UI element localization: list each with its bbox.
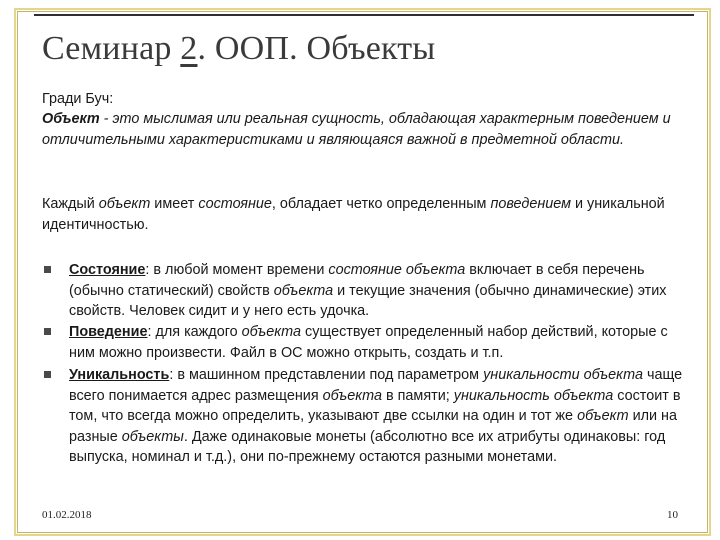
bullet-icon — [44, 266, 51, 273]
item-text: . Даже одинаковые монеты (абсолютно все их атрибуты одинаковы: год выпуска, номинал и т.д.), они по-прежнему остаются разными монетами. — [69, 428, 666, 466]
bullet-icon — [44, 371, 51, 378]
list-item-text — [69, 322, 689, 363]
para-italic-object: объект — [98, 196, 151, 212]
object-definition — [42, 109, 682, 151]
list-item-text — [69, 365, 689, 468]
intro-author: Гради Буч: — [42, 91, 114, 107]
item-italic: объекта — [322, 387, 382, 404]
item-text: : в машинном представлении под параметром — [169, 367, 484, 383]
item-text: включает в себя перечень (обычно статический) свойств — [69, 262, 645, 299]
item-italic: объекты — [121, 428, 184, 445]
item-italic: уникальность объекта — [453, 387, 614, 404]
term-state: Состояние — [69, 262, 146, 278]
para-text-3: , обладает четко определенным — [271, 196, 491, 212]
item-text: в памяти; — [382, 387, 454, 404]
footer-date: 01.02.2018 — [42, 509, 92, 521]
list-item-text — [69, 260, 689, 322]
item-text: состоит в том, что всегда можно определить, указывают две ссылки на один и тот же — [69, 387, 681, 425]
item-text: : в любой момент времени — [145, 262, 329, 278]
term-behavior: Поведение — [69, 324, 148, 340]
item-italic: объекта — [273, 282, 334, 299]
item-italic: объекта — [241, 324, 302, 340]
para-text-4: и уникальной идентичностью. — [42, 196, 665, 233]
para-italic-state: состояние — [198, 196, 272, 212]
slide-title — [42, 30, 435, 68]
item-text: и текущие значения (обычно динамические) этих свойств. Человек сидит и у него есть удочка. — [69, 282, 667, 320]
item-italic: уникальности объекта — [483, 367, 643, 383]
item-text: существует определенный набор действий, которые с ним можно произвести. Файл в ОС можно открыть, создать и т.п. — [69, 324, 668, 361]
title-prefix: Семинар — [42, 30, 181, 67]
item-italic: объект — [577, 408, 629, 425]
item-text: : для каждого — [147, 324, 242, 340]
footer-page-number: 10 — [667, 509, 678, 521]
object-paragraph — [42, 194, 682, 236]
definition-term: Объект — [42, 111, 100, 127]
para-italic-behavior: поведением — [490, 196, 571, 212]
item-text: или на разные — [69, 408, 677, 445]
item-text: чаще всего понимается адрес размещения — [69, 367, 683, 404]
para-text-1: Каждый — [42, 196, 99, 212]
term-uniqueness: Уникальность — [69, 367, 170, 383]
title-suffix: . ООП. Объекты — [197, 30, 436, 67]
bullet-icon — [44, 328, 51, 335]
item-italic: состояние объекта — [328, 262, 466, 278]
title-number: 2 — [180, 30, 198, 67]
para-text-2: имеет — [150, 196, 199, 212]
definition-text: - это мыслимая или реальная сущность, обладающая характерным поведением и отличительными характеристиками и являющаяся важной в предметной области. — [42, 111, 671, 148]
